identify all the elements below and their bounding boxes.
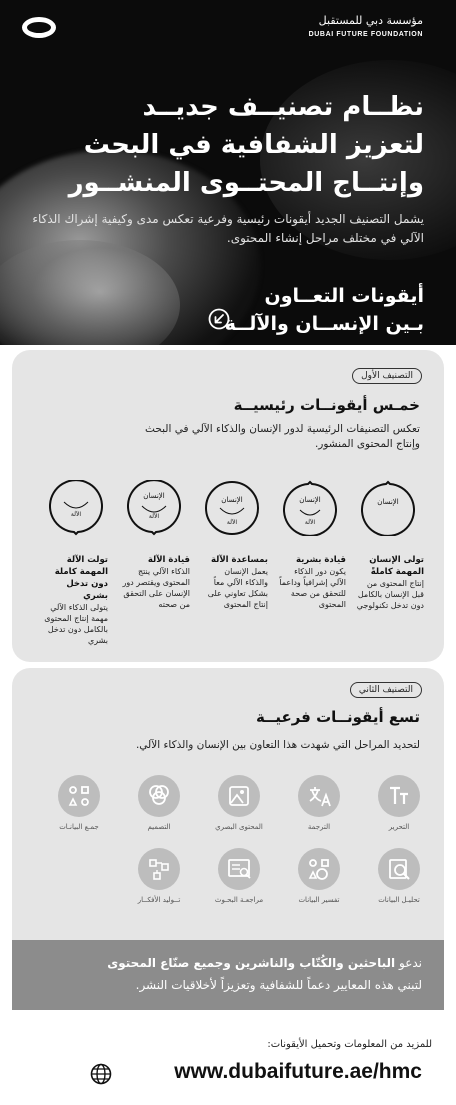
sub-icon-label: تحليـل البيانات	[378, 896, 420, 904]
machine-assisted-icon	[204, 480, 260, 536]
main-icon-description	[122, 554, 190, 610]
collaboration-heading	[64, 282, 424, 338]
cta-audience: الباحثين والكُتّاب والناشرين وجميع صنّاع المحتوى	[107, 956, 396, 970]
section-description: لتحديد المراحل التي شهدت هذا التعاون بين الإنسان والذكاء الآلي.	[135, 739, 420, 751]
main-icon-body: يكون دور الذكاء الآلي إشرافياً وداعماً للتحقق من صحة المحتوى	[279, 567, 346, 609]
main-icon-body: يتولى الذكاء الآلي مهمة إنتاج المحتوى بالكامل دون تدخل بشري	[44, 603, 108, 645]
website-link[interactable]: www.dubaifuture.ae/hmc	[174, 1060, 422, 1083]
main-icon-body: إنتاج المحتوى من قبل الإنسان بالكامل دون تدخل تكنولوجي	[356, 579, 424, 610]
icon-bottom-word: الآلة	[70, 511, 82, 518]
icon-bottom-word: الآلة	[304, 519, 316, 526]
main-icon-title: قيادة بشرية	[295, 555, 346, 565]
section-description: تعكس التصنيفات الرئيسية لدور الإنسان والذكاء الآلي في البحث وإنتاج المحتوى المنشور.	[145, 423, 420, 450]
main-icon-description	[356, 554, 424, 611]
sub-icon-label: تفسير البيانات	[298, 896, 340, 904]
sub-icon-label: التحرير	[388, 823, 410, 831]
main-icon-title: تولى الإنسان المهمة كاملةً	[369, 555, 424, 577]
main-icon-description	[200, 554, 268, 610]
collab-line: بـين الإنســان والآلــة	[224, 313, 424, 335]
icon-bottom-word: الآلة	[148, 513, 160, 520]
sub-icons-card	[12, 668, 444, 940]
cta-line-2: لتبني هذه المعايير دعماً للشفافية وتعزيزاً لأخلاقيات النشر.	[135, 978, 422, 992]
org-name-arabic: مؤسسة دبي للمستقبل	[318, 14, 423, 27]
sub-icon-label: التصميم	[147, 823, 171, 831]
title-line: وإنتــاج المحتــوى المنشــور	[68, 168, 424, 198]
title-line: نظــام تصنيــف جديــد	[142, 92, 424, 122]
main-icons-card	[12, 350, 444, 662]
sub-icon-label: جمـع البيانـات	[59, 823, 99, 831]
cta-line-1	[107, 956, 422, 970]
translate-icon	[298, 775, 340, 817]
section-title: خمـس أيقونــات رئيسيــة	[233, 396, 420, 414]
cta-prefix: ندعو	[399, 956, 422, 970]
org-name-english: DUBAI FUTURE FOUNDATION	[308, 31, 423, 38]
main-icon-body: الذكاء الآلي ينتج المحتوى ويقتصر دور الإنسان على التحقق من صحته	[122, 567, 190, 609]
image-icon	[218, 775, 260, 817]
arrow-down-left-icon	[208, 308, 230, 330]
icon-top-word: الإنسان	[299, 496, 321, 504]
hero-banner	[0, 0, 456, 345]
title-line: لتعزيز الشفافية في البحث	[83, 130, 424, 160]
dubai-future-logo-icon	[22, 17, 56, 38]
design-circles-icon	[138, 775, 180, 817]
page-title	[24, 88, 424, 202]
main-icon-description	[278, 554, 346, 610]
more-info-text: للمزيد من المعلومات وتحميل الأيقونات:	[267, 1039, 432, 1050]
main-icon-description	[40, 554, 108, 646]
main-icon-title: بمساعدة الآلة	[210, 555, 268, 565]
main-icon-title: تولت الآلة المهمة كاملة دون تدخل بشري	[54, 555, 108, 601]
sub-icon-label: الترجمة	[307, 823, 331, 831]
analysis-icon	[378, 848, 420, 890]
section-title: تسع أيقونــات فرعيــة	[255, 708, 420, 726]
main-icon-title: قيادة الآلة	[147, 555, 190, 565]
interpretation-icon	[298, 848, 340, 890]
sub-icon-label: تــوليد الأفكــار	[137, 896, 181, 904]
research-review-icon	[218, 848, 260, 890]
human-led-icon	[282, 480, 338, 536]
main-icon-body: يعمل الإنسان والذكاء الآلي معاً بشكل تعاوني على إنتاج المحتوى	[207, 567, 268, 609]
icon-top-word: الإنسان	[377, 498, 399, 506]
category-tag: التصنيف الثاني	[350, 682, 422, 698]
hero-description: يشمل التصنيف الجديد أيقونات رئيسية وفرعية تعكس مدى وكيفية إشراك الذكاء الآلي في مختلف مراحل إنشاء المحتوى.	[32, 212, 424, 245]
globe-icon	[90, 1063, 112, 1085]
category-tag: التصنيف الأول	[352, 368, 422, 384]
icon-bottom-word: الآلة	[226, 519, 238, 526]
text-edit-icon	[378, 775, 420, 817]
machine-only-icon	[48, 480, 104, 536]
collab-line: أيقونات التعــاون	[264, 285, 424, 307]
icon-top-word: الإنسان	[143, 492, 165, 500]
data-collection-icon	[58, 775, 100, 817]
machine-led-icon	[126, 480, 182, 536]
sub-icon-label: مراجعـة البحـوث	[214, 896, 264, 904]
call-to-action-banner	[12, 940, 444, 1010]
ideation-icon	[138, 848, 180, 890]
sub-icon-label: المحتوى البصري	[215, 823, 263, 831]
icon-top-word: الإنسان	[221, 496, 243, 504]
human-only-icon	[360, 480, 416, 536]
